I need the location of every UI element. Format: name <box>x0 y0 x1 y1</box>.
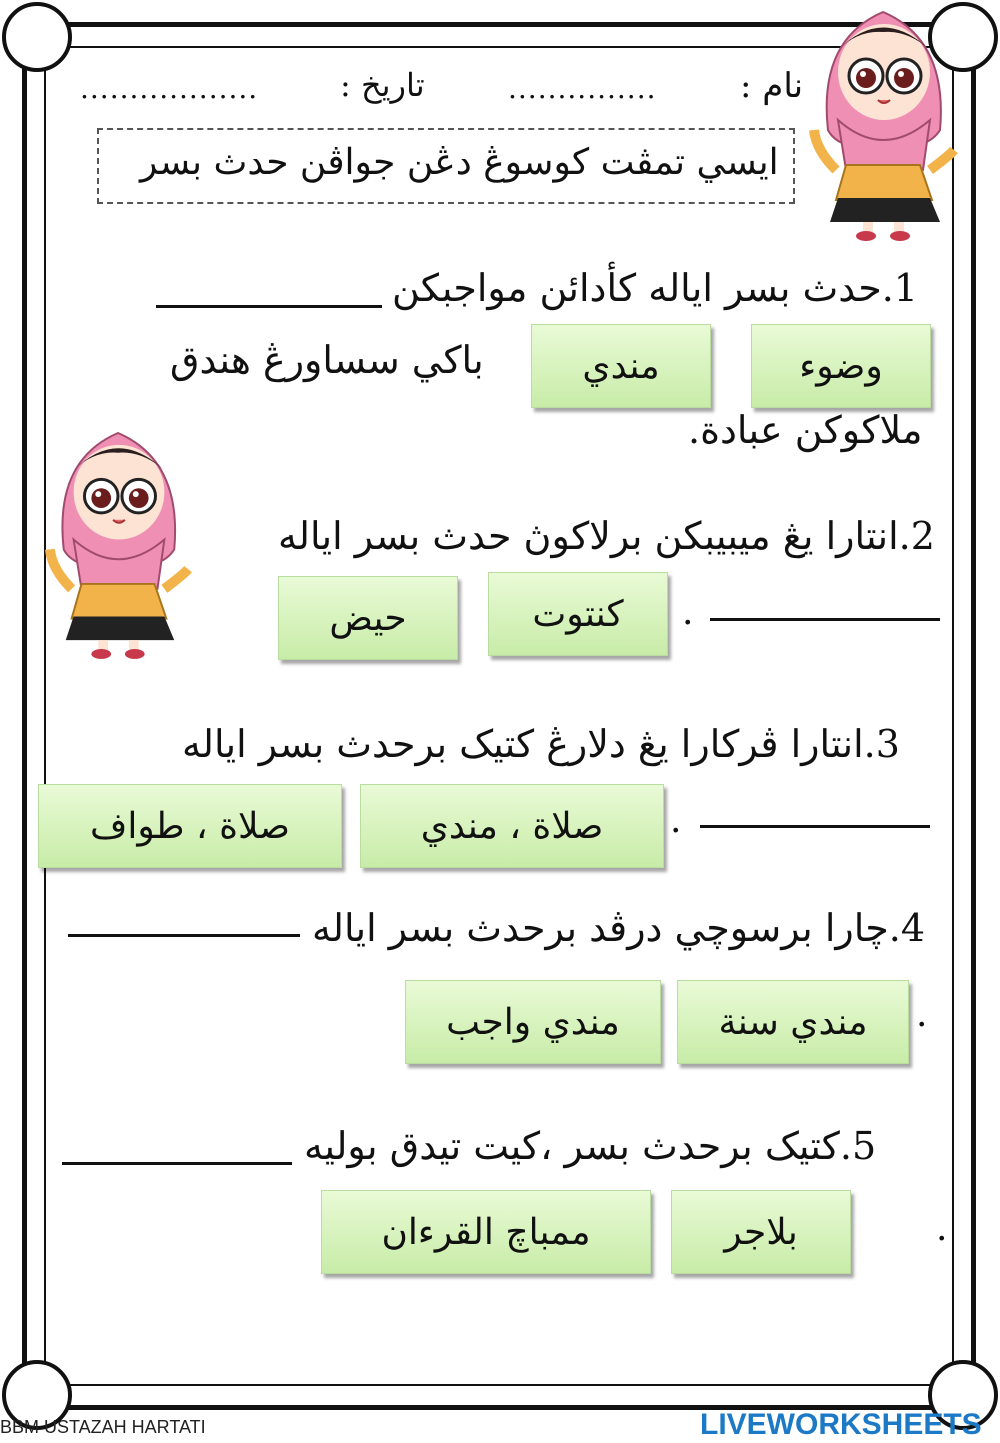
option-q1-a[interactable]: وضوء <box>751 324 931 408</box>
date-field[interactable]: .................. <box>80 72 259 105</box>
answer-blank-3[interactable] <box>700 825 930 828</box>
question-4-text: 4.چارا برسوچي درڤد برحدث بسر اياله <box>312 906 926 950</box>
question-3-text: 3.انتارا ڤركارا يڠ دلارڠ كتيک برحدث بسر اياله <box>182 722 900 766</box>
option-q3-a[interactable]: صلاة ، مندي <box>360 784 664 868</box>
option-q1-b[interactable]: مندي <box>531 324 711 408</box>
brand-text: LIVEWORKSHEETS <box>700 1408 982 1441</box>
option-q4-a[interactable]: مندي سنة <box>677 980 909 1064</box>
question-1-text: 1.حدث بسر اياله كأدائن مواجبكن <box>392 266 918 310</box>
question-1-text-line2: باكي سساورڠ هندق <box>170 338 484 382</box>
option-q2-a[interactable]: كنتوت <box>488 572 668 656</box>
question-2-period: . <box>682 592 694 633</box>
name-field[interactable]: ............... <box>508 72 657 105</box>
page-border-inner <box>44 46 954 1386</box>
answer-blank-4[interactable] <box>68 934 300 937</box>
question-2-text: 2.انتارا يڠ ميبيبكن برلاكوڽ حدث بسر اياله <box>278 514 935 558</box>
question-5-period: . <box>936 1208 948 1249</box>
option-q4-b[interactable]: مندي واجب <box>405 980 661 1064</box>
answer-blank-1[interactable] <box>156 305 382 308</box>
date-label: تاريخ : <box>340 66 425 104</box>
name-label: نام : <box>740 66 804 106</box>
corner-ornament <box>2 2 72 72</box>
answer-blank-5[interactable] <box>62 1162 292 1165</box>
question-4-period: . <box>916 994 928 1035</box>
question-5-text: 5.كتيک برحدث بسر ،كيت تيدق بوليه <box>304 1124 877 1168</box>
brand-logo <box>700 1408 982 1442</box>
question-1-text-line3: ملاكوكن عبادة. <box>688 408 923 452</box>
option-q3-b[interactable]: صلاة ، طواف <box>38 784 342 868</box>
option-q2-b[interactable]: حيض <box>278 576 458 660</box>
option-q5-a[interactable]: بلاجر <box>671 1190 851 1274</box>
option-q5-b[interactable]: ممباچ القرءان <box>321 1190 651 1274</box>
instruction-text: ايسي تمڤت كوسوڠ دڠن جواڤن حدث بسر <box>140 142 779 183</box>
credit-text: BBM USTAZAH HARTATI <box>0 1417 206 1437</box>
question-3-period: . <box>670 800 682 841</box>
answer-blank-2[interactable] <box>710 618 940 621</box>
girl-illustration <box>808 0 958 245</box>
girl-illustration <box>44 414 192 670</box>
